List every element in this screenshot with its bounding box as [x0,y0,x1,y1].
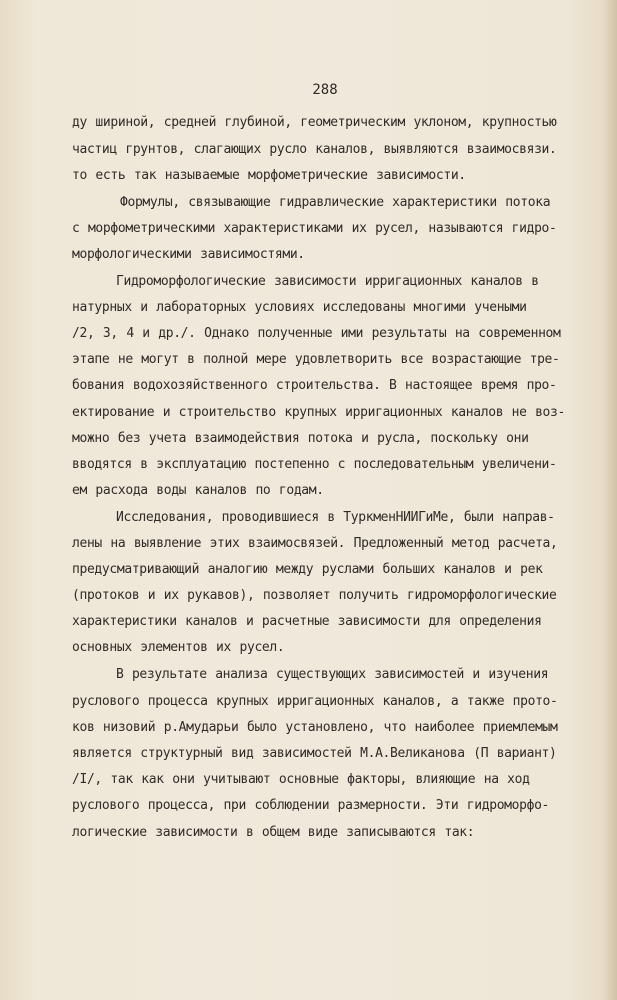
text-line: Исследования, проводившиеся в ТуркменНИИГиМе, были направ- [116,510,555,525]
page-shadow-edge [603,0,617,1000]
text-line: этапе не могут в полной мере удовлетворить все возрастающие тре- [72,352,560,367]
text-line: ем расхода воды каналов по годам. [72,483,324,498]
text-line: В результате анализа существующих зависимостей и изучения [116,667,549,682]
text-line: морфологическими зависимостями. [72,247,305,262]
text-line: является структурный вид зависимостей М.А.Великанова (П вариант) [72,746,557,761]
text-line: характеристики каналов и расчетные зависимости для определения [72,614,542,629]
text-line: (протоков и их рукавов), позволяет получить гидроморфологические [72,588,557,603]
text-line: /2, 3, 4 и др./. Однако полученные ими результаты на современном [72,326,561,341]
text-line: вводятся в эксплуатацию постепенно с последовательным увеличени- [72,457,557,472]
text-line: основных элементов их русел. [72,640,285,655]
text-line: ков низовий р.Амударьи было установлено, что наиболее приемлемым [72,720,558,735]
text-line: можно без учета взаимодействия потока и русла, поскольку они [72,431,529,446]
page-number: 288 [312,82,338,98]
text-line: ду шириной, средней глубиной, геометрическим уклоном, крупностью [72,115,557,130]
text-line: частиц грунтов, слагающих русло каналов, выявляются взаимосвязи. [72,142,557,157]
text-line: руслового процесса, при соблюдении размерности. Эти гидроморфо- [72,798,550,813]
text-line: то есть так называемые морфометрические зависимости. [72,168,466,183]
text-line: натурных и лабораторных условиях исследованы многими учеными [72,300,527,315]
text-line: с морфометрическими характеристиками их русел, называются гидро- [72,221,557,236]
text-line: /I/, так как они учитывают основные факторы, влияющие на ход [72,772,530,787]
text-line: бования водохозяйственного строительства. В настоящее время про- [72,378,557,393]
text-line: ектирование и строительство крупных ирригационных каналов не воз- [72,405,565,420]
text-line: лены на выявление этих взаимосвязей. Предложенный метод расчета, [72,536,558,551]
text-line: логические зависимости в общем виде записываются так: [72,825,475,840]
text-line: Формулы, связывающие гидравлические характеристики потока [120,195,551,210]
text-line: предусматривающий аналогию между руслами больших каналов и рек [72,562,543,577]
text-line: руслового процесса крупных ирригационных каналов, а также прото- [72,694,558,709]
text-line: Гидроморфологические зависимости ирригационных каналов в [116,274,539,289]
